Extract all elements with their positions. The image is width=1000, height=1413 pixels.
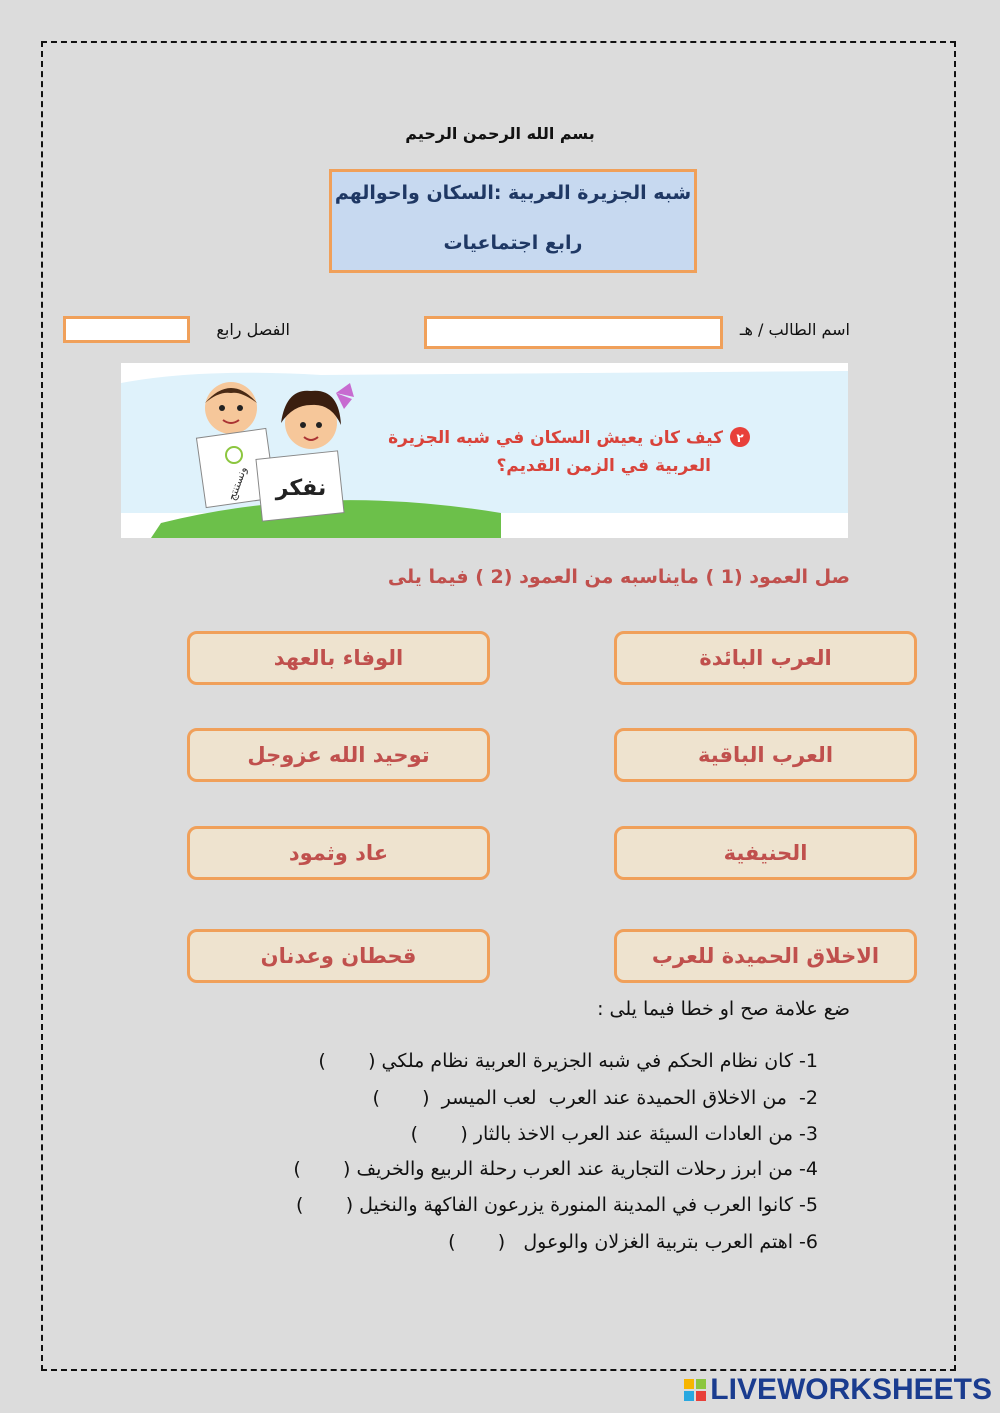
tf-question: 6- اهتم العرب بتربية الغزلان والوعول ( ) bbox=[448, 1231, 818, 1253]
column2-item[interactable]: قحطان وعدنان bbox=[187, 929, 490, 983]
think-sign-text: نفكر bbox=[275, 476, 327, 501]
column1-item[interactable]: الحنيفية bbox=[614, 826, 917, 880]
true-false-instruction: ضع علامة صح او خطا فيما يلى : bbox=[597, 998, 850, 1020]
column2-item[interactable]: الوفاء بالعهد bbox=[187, 631, 490, 685]
tf-question: 5- كانوا العرب في المدينة المنورة يزرعون الفاكهة والنخيل ( ) bbox=[296, 1194, 818, 1216]
class-input[interactable] bbox=[63, 316, 190, 343]
title-box bbox=[329, 169, 697, 273]
tf-question: 2- من الاخلاق الحميدة عند العرب لعب الميسر ( ) bbox=[372, 1087, 818, 1109]
liveworksheets-logo bbox=[684, 1373, 992, 1407]
basmala: بسم الله الرحمن الرحيم bbox=[405, 124, 595, 143]
liveworksheets-brand: LIVEWORKSHEETS bbox=[710, 1373, 992, 1406]
student-name-label: اسم الطالب / هـ bbox=[739, 320, 850, 339]
student-name-input[interactable] bbox=[424, 316, 723, 349]
tf-question: 1- كان نظام الحكم في شبه الجزيرة العربية نظام ملكي ( ) bbox=[318, 1050, 818, 1072]
banner-question-line2: العربية في الزمن القديم؟ bbox=[496, 456, 711, 476]
class-label: الفصل رابع bbox=[216, 320, 290, 339]
tf-question: 3- من العادات السيئة عند العرب الاخذ بالثار ( ) bbox=[410, 1123, 818, 1145]
worksheet-subtitle: رابع اجتماعيات bbox=[443, 232, 583, 254]
column2-item[interactable]: عاد وثمود bbox=[187, 826, 490, 880]
column1-item[interactable]: العرب البائدة bbox=[614, 631, 917, 685]
worksheet-title: شبه الجزيرة العربية :السكان واحوالهم bbox=[334, 182, 692, 204]
liveworksheets-icon bbox=[684, 1379, 706, 1401]
tf-question: 4- من ابرز رحلات التجارية عند العرب رحلة الربيع والخريف ( ) bbox=[293, 1158, 818, 1180]
column1-item[interactable]: الاخلاق الحميدة للعرب bbox=[614, 929, 917, 983]
think-banner bbox=[121, 363, 848, 538]
banner-illustration bbox=[121, 363, 848, 538]
matching-instruction: صل العمود (1 ) مايناسبه من العمود (2 ) فيما يلى bbox=[387, 566, 850, 588]
column2-item[interactable]: توحيد الله عزوجل bbox=[187, 728, 490, 782]
banner-question-line1: كيف كان يعيش السكان في شبه الجزيرة bbox=[388, 428, 723, 448]
question-number: ٢ bbox=[736, 431, 744, 445]
conclude-sign-text: ونستنتج bbox=[225, 464, 250, 503]
column1-item[interactable]: العرب الباقية bbox=[614, 728, 917, 782]
